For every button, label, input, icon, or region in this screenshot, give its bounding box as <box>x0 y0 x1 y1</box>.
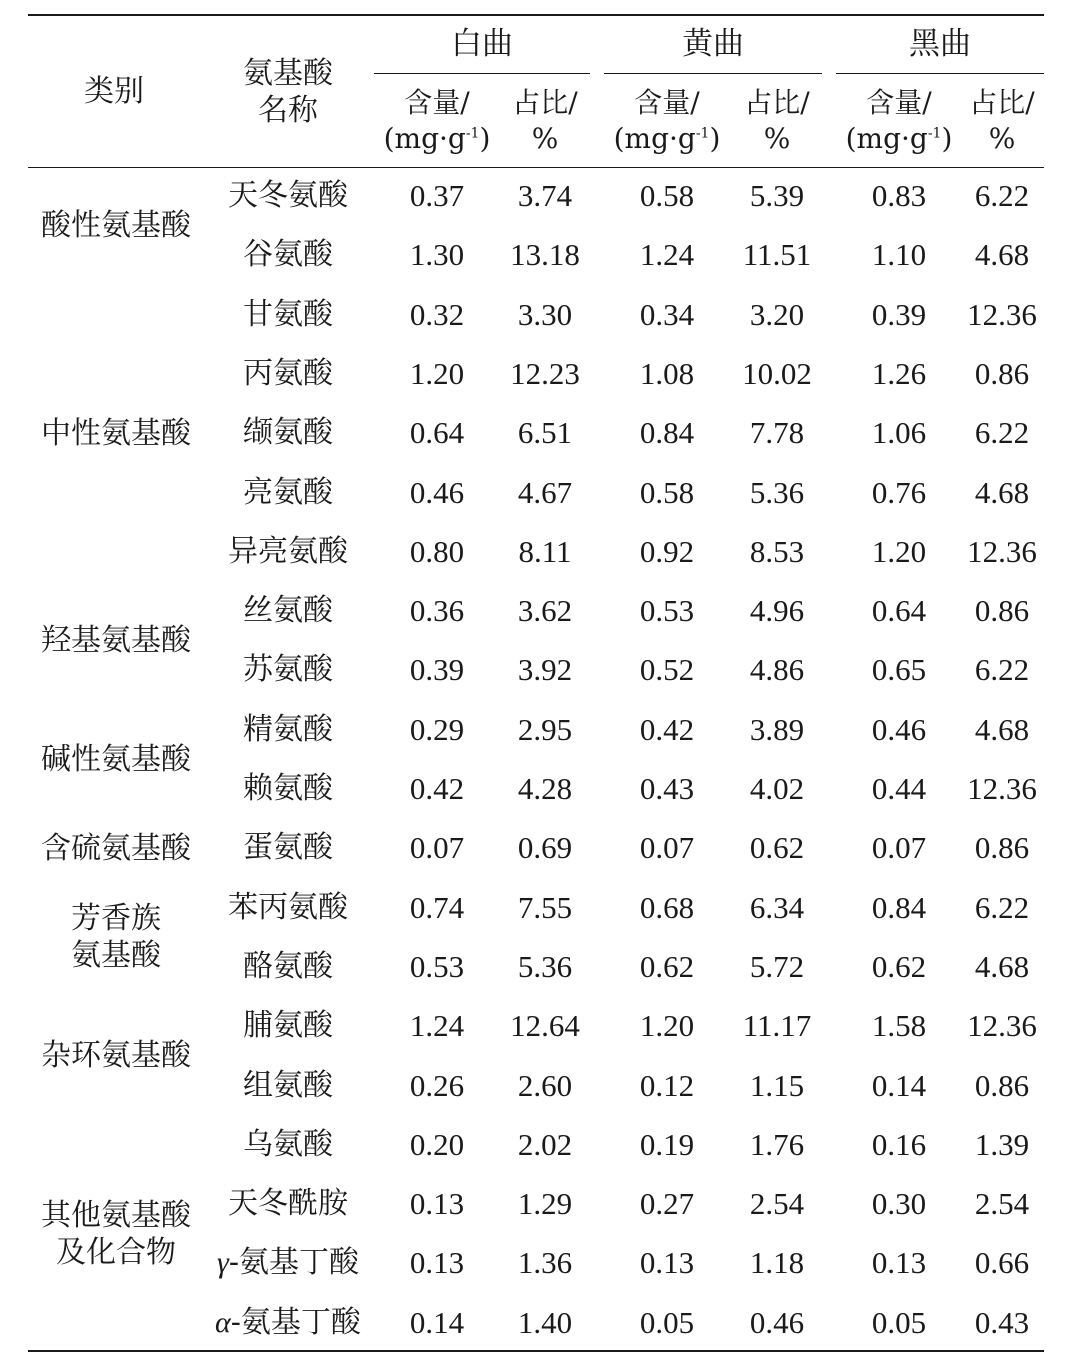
ratio-value-huang: 1.15 <box>749 1067 805 1103</box>
group-header-huang <box>604 22 822 66</box>
amino-acid-name-text: -氨基丁酸 <box>228 1245 359 1281</box>
amino-acid-name-text: 赖氨酸 <box>243 771 333 806</box>
amino-acid-name-text: 丝氨酸 <box>243 593 333 629</box>
category-label-line: 中性氨基酸 <box>41 415 191 451</box>
content-value-hei: 0.76 <box>871 474 927 510</box>
header-category-text: 类别 <box>84 74 144 109</box>
group-rule-bai <box>374 73 590 74</box>
content-value-bai: 1.20 <box>409 355 465 391</box>
ratio-value-hei: 0.86 <box>974 593 1030 629</box>
content-value-hei: 1.20 <box>871 533 927 569</box>
content-value-hei: 0.39 <box>871 296 927 332</box>
content-value-huang: 0.34 <box>639 296 695 332</box>
subheader-ratio-line2: % <box>531 122 559 155</box>
amino-acid-name <box>200 413 376 453</box>
ratio-value-huang: 5.72 <box>749 948 805 984</box>
category-label-line: 含硫氨基酸 <box>41 830 191 866</box>
ratio-value-bai: 3.62 <box>517 593 573 629</box>
category-label <box>28 591 204 690</box>
ratio-value-huang: 1.18 <box>749 1245 805 1281</box>
amino-acid-name <box>200 947 376 987</box>
content-value-huang: 0.43 <box>639 771 695 806</box>
amino-acid-name <box>200 235 376 275</box>
group-header-hei <box>836 22 1044 66</box>
subheader-content-sup: -1 <box>695 125 710 142</box>
amino-acid-name <box>200 1243 376 1283</box>
ratio-value-bai: 4.28 <box>517 771 573 806</box>
subheader-content-sup: -1 <box>927 125 942 142</box>
ratio-value-huang: 5.36 <box>749 474 805 510</box>
ratio-value-bai: 2.60 <box>517 1067 573 1103</box>
subheader-content-close: ) <box>709 122 721 155</box>
ratio-value-hei: 4.68 <box>974 237 1030 273</box>
content-value-huang: 0.52 <box>639 652 695 688</box>
content-value-hei: 0.14 <box>871 1067 927 1103</box>
content-value-hei: 0.44 <box>871 771 927 806</box>
header-rule <box>28 167 1044 168</box>
content-value-bai: 0.64 <box>409 415 465 451</box>
content-value-huang: 0.92 <box>639 533 695 569</box>
content-value-hei: 0.62 <box>871 948 927 984</box>
amino-acid-name <box>200 1184 376 1224</box>
ratio-value-hei: 4.68 <box>974 711 1030 747</box>
ratio-value-bai: 13.18 <box>510 237 580 273</box>
content-value-hei: 0.46 <box>871 711 927 747</box>
ratio-value-bai: 1.36 <box>517 1245 573 1281</box>
subheader-content-unit: (mg·g <box>613 122 696 155</box>
amino-acid-name-text: 组氨酸 <box>243 1067 333 1103</box>
subheader-ratio-line1: 占比/ <box>512 86 578 119</box>
amino-acid-prefix: α <box>215 1305 231 1339</box>
amino-acid-name-text: 异亮氨酸 <box>228 533 348 569</box>
group-header-bai <box>374 22 590 66</box>
content-value-bai: 0.07 <box>409 830 465 866</box>
subheader-content-hei <box>837 82 961 160</box>
content-value-huang: 0.58 <box>639 474 695 510</box>
ratio-value-huang: 4.02 <box>749 771 805 806</box>
group-header-hei-text: 黑曲 <box>909 26 971 62</box>
content-value-huang: 0.19 <box>639 1126 695 1162</box>
content-value-bai: 1.30 <box>409 237 465 273</box>
amino-acid-name-text: 脯氨酸 <box>243 1008 333 1044</box>
subheader-ratio-line1: 占比/ <box>969 86 1035 119</box>
ratio-value-hei: 0.86 <box>974 355 1030 391</box>
content-value-huang: 0.58 <box>639 178 695 213</box>
ratio-value-bai: 3.30 <box>517 296 573 332</box>
ratio-value-huang: 5.39 <box>749 178 805 213</box>
category-label <box>28 176 204 275</box>
subheader-ratio-line1: 占比/ <box>744 86 810 119</box>
ratio-value-bai: 12.23 <box>510 355 580 391</box>
content-value-hei: 1.10 <box>871 237 927 273</box>
content-value-huang: 1.20 <box>639 1008 695 1044</box>
ratio-value-hei: 12.36 <box>967 771 1037 806</box>
header-amino-acid-line1: 氨基酸 <box>243 56 333 91</box>
content-value-huang: 0.42 <box>639 711 695 747</box>
content-value-huang: 0.05 <box>639 1304 695 1340</box>
content-value-bai: 0.36 <box>409 593 465 629</box>
ratio-value-bai: 4.67 <box>517 474 573 510</box>
category-label-line: 羟基氨基酸 <box>41 623 191 659</box>
content-value-huang: 0.53 <box>639 593 695 629</box>
category-label <box>28 828 204 868</box>
content-value-bai: 0.74 <box>409 889 465 925</box>
amino-acid-name <box>200 710 376 750</box>
amino-acid-name-text: 乌氨酸 <box>243 1126 333 1162</box>
subheader-content-bai <box>375 82 499 160</box>
content-value-bai: 0.13 <box>409 1186 465 1222</box>
content-value-hei: 0.84 <box>871 889 927 925</box>
content-value-hei: 0.05 <box>871 1304 927 1340</box>
ratio-value-hei: 0.43 <box>974 1304 1030 1340</box>
ratio-value-bai: 0.69 <box>517 830 573 866</box>
subheader-ratio-line2: % <box>988 122 1016 155</box>
ratio-value-huang: 4.86 <box>749 652 805 688</box>
ratio-value-hei: 0.66 <box>974 1245 1030 1281</box>
ratio-value-huang: 4.96 <box>749 593 805 629</box>
ratio-value-huang: 3.89 <box>749 711 805 747</box>
group-rule-huang <box>604 73 822 74</box>
group-rule-hei <box>836 73 1044 74</box>
category-label <box>28 888 204 987</box>
ratio-value-hei: 4.68 <box>974 474 1030 510</box>
amino-acid-name-text: 亮氨酸 <box>243 474 333 510</box>
subheader-content-unit: (mg·g <box>845 122 928 155</box>
subheader-content-huang <box>605 82 729 160</box>
category-label-line: 酸性氨基酸 <box>41 208 191 244</box>
content-value-huang: 1.08 <box>639 355 695 391</box>
bottom-rule <box>28 1350 1044 1352</box>
subheader-content-line1: 含量/ <box>404 86 470 119</box>
category-label-line: 杂环氨基酸 <box>41 1038 191 1074</box>
ratio-value-hei: 1.39 <box>974 1126 1030 1162</box>
content-value-hei: 0.07 <box>871 830 927 866</box>
header-amino-acid-name <box>200 52 376 132</box>
content-value-bai: 0.29 <box>409 711 465 747</box>
amino-acid-name <box>200 1066 376 1106</box>
ratio-value-bai: 3.92 <box>517 652 573 688</box>
content-value-hei: 0.65 <box>871 652 927 688</box>
ratio-value-hei: 6.22 <box>974 652 1030 688</box>
amino-acid-name <box>200 473 376 513</box>
amino-acid-name-text: 天冬酰胺 <box>228 1186 348 1222</box>
ratio-value-huang: 11.51 <box>742 237 812 273</box>
category-label <box>28 710 204 809</box>
ratio-value-huang: 1.76 <box>749 1126 805 1162</box>
amino-acid-name <box>200 769 376 809</box>
category-label-line: 氨基酸 <box>71 938 161 974</box>
amino-acid-name-text: 苯丙氨酸 <box>228 889 348 925</box>
subheader-content-close: ) <box>941 122 953 155</box>
category-label <box>28 1125 204 1343</box>
category-label <box>28 1006 204 1105</box>
content-value-hei: 1.58 <box>871 1008 927 1044</box>
top-rule <box>28 14 1044 16</box>
amino-acid-name <box>200 295 376 335</box>
amino-acid-name-text: -氨基丁酸 <box>230 1304 361 1340</box>
amino-acid-name <box>200 1006 376 1046</box>
content-value-bai: 0.80 <box>409 533 465 569</box>
ratio-value-huang: 6.34 <box>749 889 805 925</box>
content-value-hei: 0.64 <box>871 593 927 629</box>
content-value-huang: 0.07 <box>639 830 695 866</box>
group-header-bai-text: 白曲 <box>451 26 513 62</box>
content-value-bai: 0.14 <box>409 1304 465 1340</box>
ratio-value-hei: 6.22 <box>974 889 1030 925</box>
content-value-bai: 0.46 <box>409 474 465 510</box>
content-value-bai: 0.39 <box>409 652 465 688</box>
content-value-bai: 0.32 <box>409 296 465 332</box>
subheader-content-line2 <box>384 121 491 157</box>
content-value-bai: 0.42 <box>409 771 465 806</box>
content-value-hei: 0.16 <box>871 1126 927 1162</box>
ratio-value-bai: 12.64 <box>510 1008 580 1044</box>
ratio-value-hei: 6.22 <box>974 178 1030 213</box>
amino-acid-name-text: 酪氨酸 <box>243 948 333 984</box>
ratio-value-huang: 8.53 <box>749 533 805 569</box>
content-value-huang: 0.27 <box>639 1186 695 1222</box>
ratio-value-hei: 0.86 <box>974 1067 1030 1103</box>
ratio-value-bai: 7.55 <box>517 889 573 925</box>
subheader-content-unit: (mg·g <box>383 122 466 155</box>
amino-acid-name-text: 丙氨酸 <box>243 355 333 391</box>
ratio-value-hei: 4.68 <box>974 948 1030 984</box>
ratio-value-huang: 0.62 <box>749 830 805 866</box>
category-label-line: 其他氨基酸 <box>41 1197 191 1233</box>
ratio-value-bai: 1.29 <box>517 1186 573 1222</box>
amino-acid-name <box>200 650 376 690</box>
content-value-hei: 0.83 <box>871 178 927 213</box>
category-label-line: 芳香族 <box>71 901 161 937</box>
content-value-huang: 0.13 <box>639 1245 695 1281</box>
subheader-content-line1: 含量/ <box>634 86 700 119</box>
ratio-value-huang: 10.02 <box>742 355 812 391</box>
amino-acid-name-text: 缬氨酸 <box>243 415 333 451</box>
subheader-ratio-line2: % <box>763 122 791 155</box>
amino-acid-name <box>200 1125 376 1165</box>
ratio-value-bai: 6.51 <box>517 415 573 451</box>
category-label <box>28 295 204 572</box>
subheader-content-line2 <box>846 121 953 157</box>
ratio-value-huang: 2.54 <box>749 1186 805 1222</box>
category-label-line: 碱性氨基酸 <box>41 741 191 777</box>
subheader-content-sup: -1 <box>465 125 480 142</box>
content-value-huang: 0.62 <box>639 948 695 984</box>
category-label-line: 及化合物 <box>56 1234 176 1270</box>
ratio-value-huang: 7.78 <box>749 415 805 451</box>
amino-acid-name-text: 蛋氨酸 <box>243 830 333 866</box>
ratio-value-huang: 3.20 <box>749 296 805 332</box>
header-category <box>28 70 200 114</box>
ratio-value-bai: 1.40 <box>517 1304 573 1340</box>
content-value-bai: 0.26 <box>409 1067 465 1103</box>
content-value-huang: 0.84 <box>639 415 695 451</box>
ratio-value-bai: 2.02 <box>517 1126 573 1162</box>
content-value-bai: 0.13 <box>409 1245 465 1281</box>
ratio-value-bai: 2.95 <box>517 711 573 747</box>
subheader-content-line2 <box>614 121 721 157</box>
ratio-value-hei: 12.36 <box>967 1008 1037 1044</box>
amino-acid-name-text: 精氨酸 <box>243 711 333 747</box>
subheader-ratio-hei <box>952 82 1052 160</box>
amino-acid-name <box>200 354 376 394</box>
amino-acid-prefix: γ <box>217 1246 229 1280</box>
content-value-hei: 1.26 <box>871 355 927 391</box>
amino-acid-name <box>200 532 376 572</box>
ratio-value-hei: 12.36 <box>967 296 1037 332</box>
amino-acid-name-text: 天冬氨酸 <box>228 178 348 213</box>
ratio-value-hei: 0.86 <box>974 830 1030 866</box>
amino-acid-name-text: 甘氨酸 <box>243 296 333 332</box>
ratio-value-hei: 6.22 <box>974 415 1030 451</box>
amino-acid-name-text: 谷氨酸 <box>243 237 333 273</box>
amino-acid-name <box>200 1303 376 1343</box>
ratio-value-huang: 11.17 <box>742 1008 812 1044</box>
amino-acid-name-text: 苏氨酸 <box>243 652 333 688</box>
subheader-content-close: ) <box>479 122 491 155</box>
content-value-huang: 0.68 <box>639 889 695 925</box>
subheader-ratio-huang <box>727 82 827 160</box>
subheader-content-line1: 含量/ <box>866 86 932 119</box>
amino-acid-name <box>200 591 376 631</box>
amino-acid-name <box>200 828 376 868</box>
content-value-bai: 1.24 <box>409 1008 465 1044</box>
content-value-hei: 0.13 <box>871 1245 927 1281</box>
content-value-bai: 0.20 <box>409 1126 465 1162</box>
content-value-hei: 1.06 <box>871 415 927 451</box>
ratio-value-huang: 0.46 <box>749 1304 805 1340</box>
content-value-bai: 0.53 <box>409 948 465 984</box>
content-value-huang: 0.12 <box>639 1067 695 1103</box>
content-value-hei: 0.30 <box>871 1186 927 1222</box>
ratio-value-bai: 5.36 <box>517 948 573 984</box>
ratio-value-bai: 3.74 <box>517 178 573 213</box>
content-value-bai: 0.37 <box>409 178 465 213</box>
ratio-value-bai: 8.11 <box>518 533 572 569</box>
group-header-huang-text: 黄曲 <box>682 26 744 62</box>
ratio-value-hei: 12.36 <box>967 533 1037 569</box>
amino-acid-name <box>200 176 376 216</box>
content-value-huang: 1.24 <box>639 237 695 273</box>
ratio-value-hei: 2.54 <box>974 1186 1030 1222</box>
amino-acid-name <box>200 888 376 928</box>
header-amino-acid-line2: 名称 <box>258 93 318 128</box>
subheader-ratio-bai <box>495 82 595 160</box>
